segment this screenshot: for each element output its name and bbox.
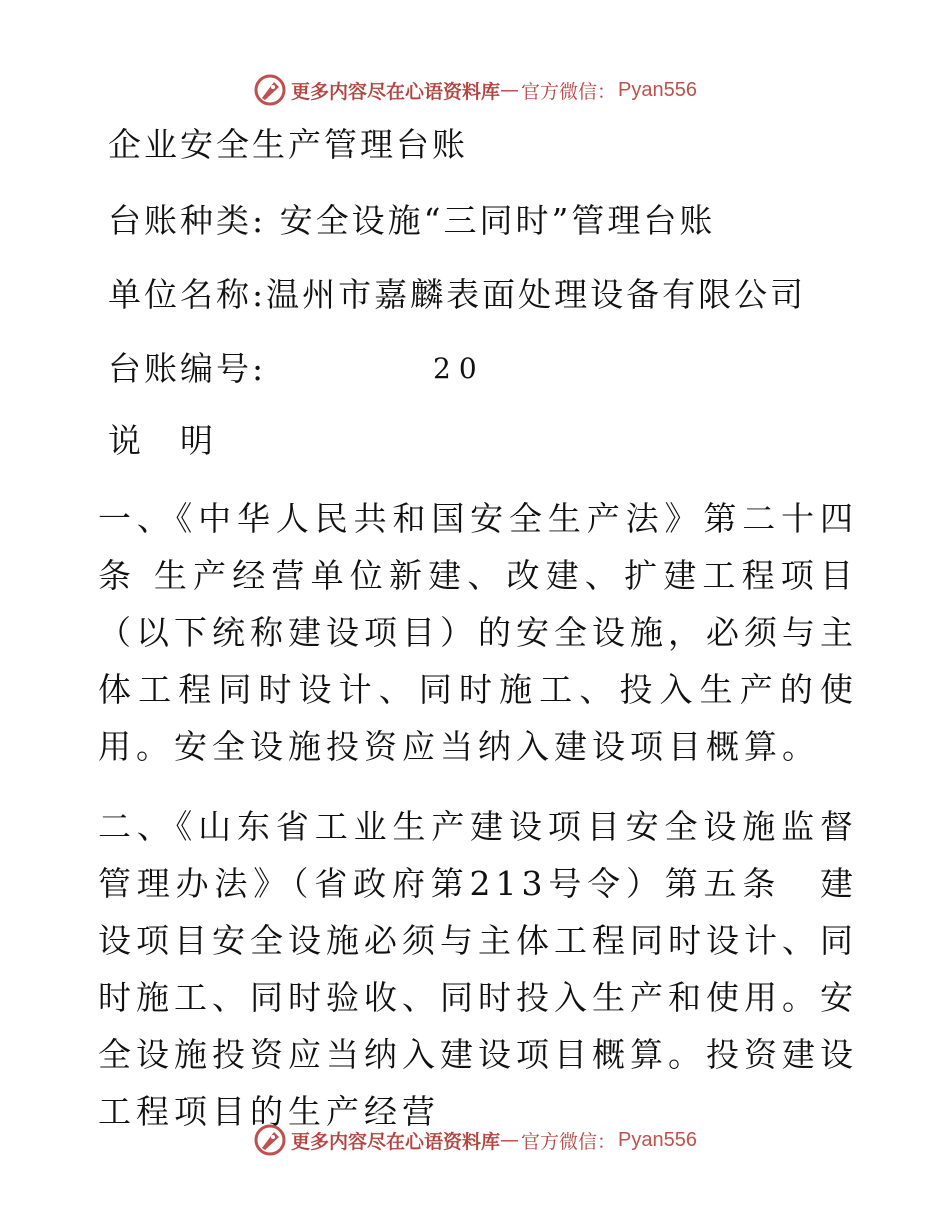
document-title: 企业安全生产管理台账: [108, 125, 468, 164]
unit-name-row: [108, 275, 806, 315]
unit-name-value: 温州市嘉麟表面处理设备有限公司: [266, 275, 807, 314]
pen-nib-logo-icon: [253, 1123, 287, 1157]
banner-separator: —: [500, 1129, 520, 1151]
ledger-type-value: 安全设施“三同时”管理台账: [279, 201, 716, 240]
banner-wechat-label: 官方微信：: [521, 80, 617, 103]
paragraph-1: 一、《中华人民共和国安全生产法》第二十四条 生产经营单位新建、改建、扩建工程项目（以下统称建设项目）的安全设施，必须与主体工程同时设计、同时施工、投入生产的使用。安全设施投资应当纳入建设项目概算。: [98, 499, 858, 766]
banner-wechat-label: 官方微信：: [521, 1130, 617, 1153]
pen-nib-logo-icon: [253, 73, 287, 107]
ledger-type-label: 台账种类:: [108, 201, 267, 240]
ledger-type-row: [108, 201, 715, 241]
unit-name-label: 单位名称:: [108, 275, 267, 314]
ledger-number-value: 20: [433, 352, 485, 385]
watermark-banner-bottom: [0, 1120, 950, 1160]
banner-separator: —: [500, 79, 520, 101]
paragraph-2: 二、《山东省工业生产建设项目安全设施监督管理办法》（省政府第213号令）第五条 建设项目安全设施必须与主体工程同时设计、同时施工、同时验收、同时投入生产和使用。安全设施投资应当纳入建设项目概算。投资建设工程项目的生产经营: [98, 807, 858, 1131]
banner-wechat-id: Pyan556: [618, 1128, 697, 1151]
banner-main-text: 更多内容尽在心语资料库: [291, 80, 501, 103]
banner-main-text: 更多内容尽在心语资料库: [291, 1130, 501, 1153]
ledger-number-label: 台账编号:: [108, 349, 267, 388]
section-heading: 说 明: [108, 421, 216, 460]
banner-wechat-id: Pyan556: [618, 78, 697, 101]
watermark-banner-top: [0, 70, 950, 110]
